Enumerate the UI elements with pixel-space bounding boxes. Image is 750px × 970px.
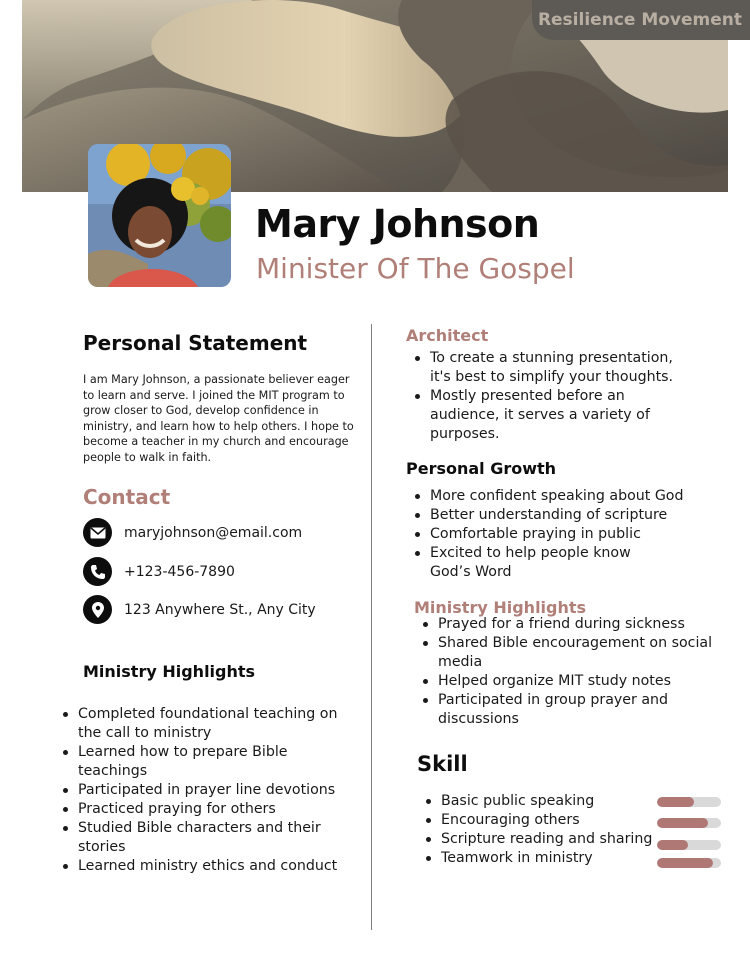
skill-label: Encouraging others <box>424 811 664 830</box>
list-item: More confident speaking about God <box>413 487 713 506</box>
skill-label: Teamwork in ministry <box>424 849 664 868</box>
list-item: Completed foundational teaching on the call to ministry <box>61 705 351 743</box>
ministry-highlights-right-list <box>421 615 721 729</box>
skill-list <box>424 792 664 868</box>
list-item: Comfortable praying in public <box>413 525 713 544</box>
brand-name: Resilience Movement <box>537 10 742 30</box>
skill-level-bar <box>657 840 721 850</box>
person-role: Minister Of The Gospel <box>256 252 575 285</box>
skill-level-fill <box>657 818 708 828</box>
list-item: Learned how to prepare Bible teachings <box>61 743 351 781</box>
phone-icon <box>83 557 112 586</box>
architect-title: Architect <box>406 326 489 345</box>
list-item: Studied Bible characters and their stories <box>61 819 351 857</box>
ministry-highlights-right-title: Ministry Highlights <box>414 598 587 617</box>
phone-text: +123-456-7890 <box>124 563 235 580</box>
skill-label: Basic public speaking <box>424 792 664 811</box>
statement-text: I am Mary Johnson, a passionate believer eager to learn and serve. I joined the MIT program to grow closer to God, develop confidence in ministry, and learn how to help others. I hope to become a teacher in my church and encourage people to walk in faith. <box>83 373 354 464</box>
skill-level-bar <box>657 797 721 807</box>
location-pin-icon <box>83 595 112 624</box>
skill-title: Skill <box>417 752 468 776</box>
profile-photo <box>88 144 231 287</box>
brand-tab <box>532 0 750 40</box>
list-item: Helped organize MIT study notes <box>421 672 721 691</box>
list-item: Participated in prayer line devotions <box>61 781 351 800</box>
list-item: To create a stunning presentation, it's best to simplify your thoughts. <box>413 349 693 387</box>
statement-title: Personal Statement <box>83 331 308 355</box>
address-text: 123 Anywhere St., Any City <box>124 601 316 618</box>
email-icon <box>83 518 112 547</box>
skill-level-bar <box>657 818 721 828</box>
contact-address <box>83 595 316 624</box>
list-item: Excited to help people know God’s Word <box>413 544 713 582</box>
list-item: Learned ministry ethics and conduct <box>61 857 351 876</box>
skill-level-bar <box>657 858 721 868</box>
list-item: Better understanding of scripture <box>413 506 713 525</box>
column-divider <box>371 324 372 930</box>
ministry-highlights-left-title: Ministry Highlights <box>83 662 256 681</box>
person-name: Mary Johnson <box>255 202 540 246</box>
architect-list <box>413 349 693 444</box>
skill-label: Scripture reading and sharing <box>424 830 664 849</box>
list-item: Mostly presented before an audience, it serves a variety of purposes. <box>413 387 693 444</box>
personal-growth-list <box>413 487 713 582</box>
list-item: Participated in group prayer and discussions <box>421 691 721 729</box>
list-item: Practiced praying for others <box>61 800 351 819</box>
list-item: Shared Bible encouragement on social media <box>421 634 721 672</box>
skill-level-fill <box>657 858 713 868</box>
list-item: Prayed for a friend during sickness <box>421 615 721 634</box>
email-text: maryjohnson@email.com <box>124 524 303 541</box>
skill-level-fill <box>657 840 688 850</box>
contact-phone[interactable] <box>83 557 235 586</box>
ministry-highlights-left-list <box>61 705 351 876</box>
personal-growth-title: Personal Growth <box>406 459 557 478</box>
contact-title: Contact <box>83 485 171 509</box>
skill-level-fill <box>657 797 694 807</box>
contact-email[interactable] <box>83 518 302 547</box>
